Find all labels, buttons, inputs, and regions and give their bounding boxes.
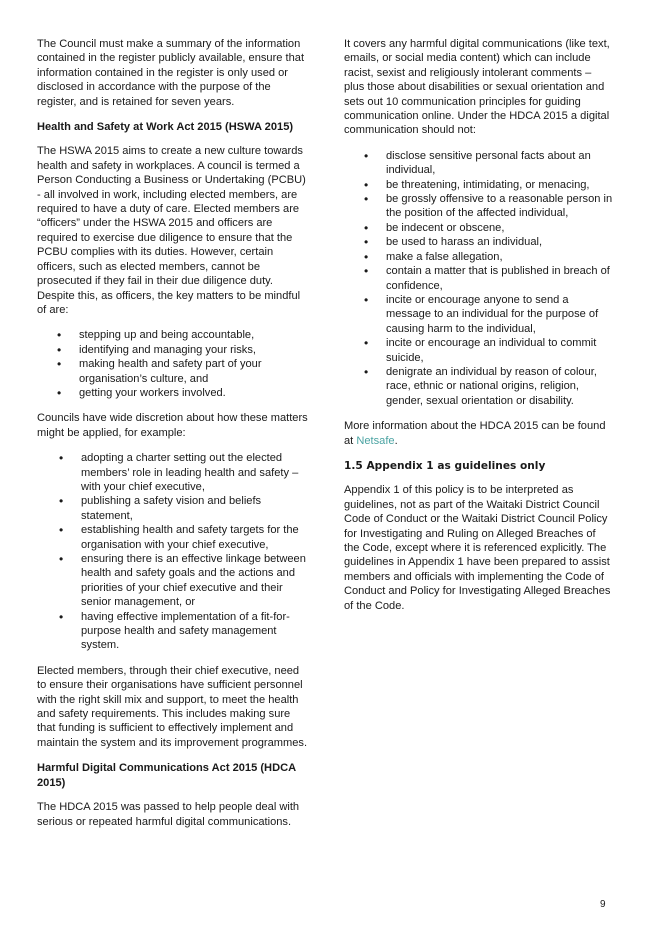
list-item: • establishing health and safety targets for the organisation with your chief executive,	[59, 523, 310, 552]
list-item: • ensuring there is an effective linkage between health and safety goals and the actions and priorities of your chief executive and their senior management, or	[59, 552, 310, 610]
list-item: • be indecent or obscene,	[364, 221, 614, 235]
register-summary-paragraph: The Council must make a summary of the information contained in the register publicly available, ensure that information contained in the register is only used or disclosed in accordance with the purpose of the register, and is retained for seven years.	[37, 38, 305, 108]
list-item: • contain a matter that is published in breach of confidence,	[364, 264, 614, 293]
should-not-list	[364, 149, 614, 408]
hswa-paragraph: The HSWA 2015 aims to create a new culture towards health and safety in workplaces. A council is termed a Person Conducting a Business or Undertaking (PCBU) - all involved in work, including elected members, are required to have a duty of care. Elected members are “officers” under the HSWA 2015 and officers are required to exercise due diligence to ensure that the PCBU complies with its duties. However, certain officers, such as elected members, cannot be prosecuted if they fail in their due diligence duty. Despite this, as officers, the key matters to be mindful of are:	[37, 145, 306, 316]
examples-list	[59, 451, 310, 653]
more-info-suffix: .	[394, 434, 398, 447]
list-item: • disclose sensitive personal facts about an individual,	[364, 149, 614, 178]
list-item: • be threatening, intimidating, or menacing,	[364, 178, 614, 192]
hdca-paragraph: The HDCA 2015 was passed to help people deal with serious or repeated harmful digital communications.	[37, 801, 300, 828]
hdca-coverage-paragraph: It covers any harmful digital communications (like text, emails, or social media content) which can include racist, sexist and religiously intolerant comments – plus those about disabilities or sexual orientation and sets out 10 communication principles for guiding communication online. Under the HDCA 2015 a digital communication should not:	[344, 38, 610, 137]
right-column	[344, 37, 614, 624]
netsafe-link[interactable]: Netsafe	[356, 434, 395, 447]
list-item: • making health and safety part of your organisation’s culture, and	[57, 357, 310, 386]
left-column	[37, 37, 310, 840]
appendix-paragraph: Appendix 1 of this policy is to be interpreted as guidelines, not as part of the Waitaki District Council Code of Conduct or the Waitaki District Council Policy for Investigating and Ruling on Alleged Breaches of the Code, except where it is referenced explicitly. The guidelines in Appendix 1 have been prepared to assist members and officials with implementing the Code of Conduct and Policy for Investigating Alleged Breaches of the Code.	[344, 484, 611, 612]
appendix-heading: 1.5 Appendix 1 as guidelines only	[344, 459, 546, 472]
list-item: • stepping up and being accountable,	[57, 328, 310, 342]
more-info-text: More information about the HDCA 2015 can be found at	[344, 420, 606, 447]
hswa-heading: Health and Safety at Work Act 2015 (HSWA 2015)	[37, 121, 294, 134]
list-item: • incite or encourage anyone to send a message to an individual for the purpose of causing harm to the individual,	[364, 293, 614, 336]
list-item: • make a false allegation,	[364, 250, 614, 264]
elected-members-paragraph: Elected members, through their chief executive, need to ensure their organisations have sufficient personnel with the right skill mix and support, to meet the health and safety requirements. This includes making sure that funding is sufficient to effectively implement and maintain the system and its improvement programmes.	[37, 664, 308, 749]
list-item: • having effective implementation of a fit-for-purpose health and safety management system.	[59, 610, 310, 653]
key-matters-list	[57, 328, 310, 400]
more-info-paragraph	[344, 419, 614, 448]
list-item: • getting your workers involved.	[57, 386, 310, 400]
list-item: • be used to harass an individual,	[364, 235, 614, 249]
discretion-paragraph: Councils have wide discretion about how these matters might be applied, for example:	[37, 412, 308, 439]
list-item: • denigrate an individual by reason of colour, race, ethnic or national origins, religion, gender, sexual orientation or disability.	[364, 365, 614, 408]
list-item: • adopting a charter setting out the elected members’ role in leading health and safety – with your chief executive,	[59, 451, 310, 494]
list-item: • identifying and managing your risks,	[57, 343, 310, 357]
list-item: • incite or encourage an individual to commit suicide,	[364, 336, 614, 365]
hdca-heading: Harmful Digital Communications Act 2015 (HDCA 2015)	[37, 762, 296, 789]
list-item: • publishing a safety vision and beliefs statement,	[59, 494, 310, 523]
list-item: • be grossly offensive to a reasonable person in the position of the affected individual,	[364, 192, 614, 221]
page-number: 9	[600, 899, 606, 910]
